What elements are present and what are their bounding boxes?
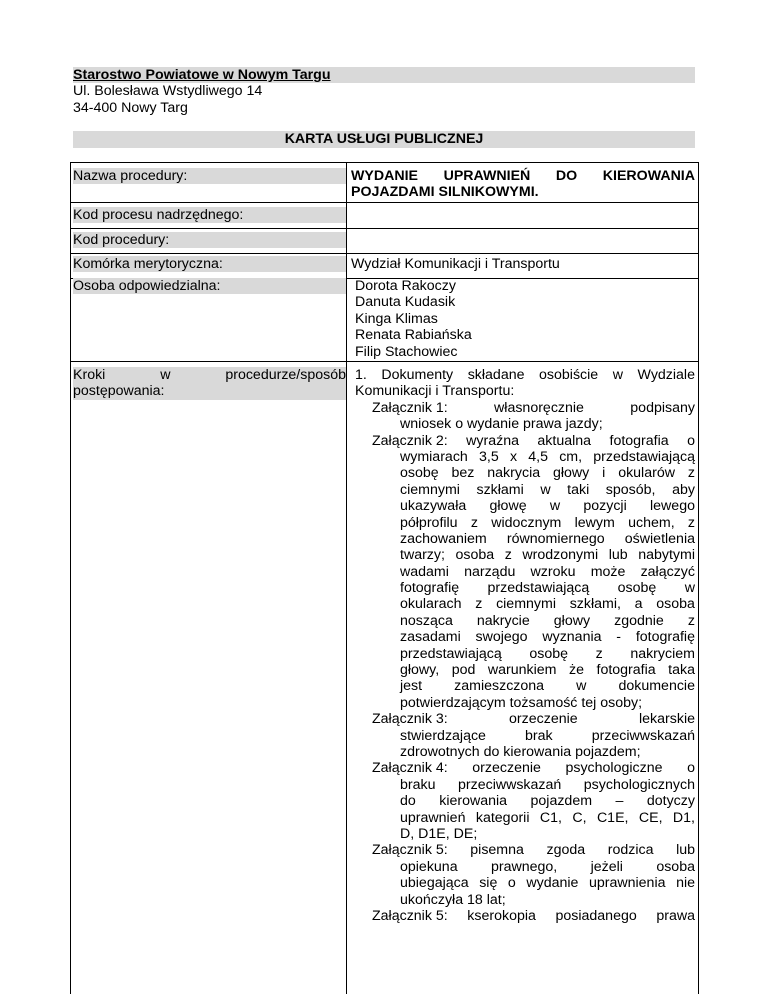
office-city: 34-400 Nowy Targ [73, 99, 188, 116]
step-line [355, 777, 695, 793]
step-word: wzroku [530, 563, 576, 580]
step-word: Załącznik 4: [372, 760, 448, 777]
step-word: nie [676, 875, 695, 892]
step-line [355, 482, 695, 498]
step-word: prawnego, [490, 858, 558, 875]
step-word: jeżeli [590, 858, 623, 875]
step-word: o [687, 432, 695, 449]
step-word: Załącznik 2: [372, 432, 448, 449]
step-word: załączyć [640, 563, 695, 580]
step-word: ukazywała [400, 498, 467, 515]
procedure-steps [355, 367, 695, 924]
step-word: C1, [539, 809, 562, 826]
step-word: z [504, 547, 512, 564]
step-word: szkłami, [569, 596, 621, 613]
step-word: osoba [656, 596, 695, 613]
step-word: z [470, 514, 478, 531]
step-word: wymiarach [400, 448, 468, 465]
step-word: Załącznik 5: [372, 842, 448, 859]
step-line: Komunikacji i Transportu: [355, 383, 515, 400]
document-title: KARTA USŁUGI PUBLICZNEJ [73, 131, 695, 148]
step-word: wydanie [526, 875, 579, 892]
step-word: równomiernego [506, 530, 605, 547]
step-word: lub [608, 547, 628, 564]
step-word: 3,5 [479, 448, 499, 465]
step-line [355, 678, 695, 694]
step-word: ciemnymi [400, 481, 460, 498]
step-word: kserokopia [467, 907, 536, 924]
step-word: nosząca [400, 612, 453, 629]
step-word: wadami [400, 563, 449, 580]
step-word: głowę [489, 498, 527, 515]
responsible-person-label: Osoba odpowiedzialna: [73, 278, 346, 294]
step-line [355, 859, 695, 875]
step-line [355, 465, 695, 481]
step-word: lekarskie [639, 711, 695, 728]
person-name: Renata Rabiańska [355, 327, 472, 344]
row-divider [70, 228, 699, 229]
step-word: 4,5 [528, 448, 548, 465]
step-word: widocznym [491, 514, 562, 531]
step-word: lewym [574, 514, 615, 531]
step-word: wrodzonymi [522, 547, 599, 564]
procedure-steps-label-word: Kroki [73, 367, 106, 383]
step-word: kategorii [475, 809, 530, 826]
step-word: sposób, [605, 481, 656, 498]
step-word: oświetlenia [624, 530, 695, 547]
step-word: osoba [455, 547, 495, 564]
step-word: składane [467, 367, 525, 383]
step-word: nakrycia [487, 465, 541, 482]
step-line: wniosek o wydanie prawa jazdy; [400, 416, 603, 433]
procedure-name-line2: POJAZDAMI SILNIKOWYMI. [351, 184, 539, 201]
procedure-name-word: DO [555, 168, 578, 184]
step-word: lewego [650, 498, 695, 515]
step-word: osoba [656, 858, 695, 875]
step-line: ukończyła 18 lat; [400, 891, 506, 908]
step-word: o [687, 760, 695, 777]
step-line [355, 613, 695, 629]
procedure-steps-label-word: procedurze/sposób [225, 367, 346, 383]
step-word: uprawnienia [588, 875, 666, 892]
office-header [73, 67, 695, 116]
step-word: podpisany [630, 399, 695, 416]
step-word: D1, [672, 809, 695, 826]
step-word: z [687, 612, 695, 629]
step-line [355, 498, 695, 514]
step-line [355, 400, 695, 416]
step-word: 1. [355, 367, 367, 383]
step-word: półprofilu [400, 514, 458, 531]
person-name: Dorota Rakoczy [355, 278, 456, 294]
responsible-persons-list [355, 278, 699, 360]
step-line [355, 842, 695, 858]
step-line [355, 646, 695, 662]
step-word: szkłami [476, 481, 524, 498]
step-word: taka [668, 662, 695, 679]
step-word: opiekuna [400, 858, 458, 875]
step-word: uchem, [628, 514, 675, 531]
step-word: fotografia [596, 662, 656, 679]
step-line [355, 662, 695, 678]
step-word: brak [525, 727, 553, 744]
row-divider [70, 253, 699, 254]
step-word: CE, [638, 809, 663, 826]
department-value: Wydział Komunikacji i Transportu [351, 256, 560, 272]
step-word: w [540, 481, 551, 498]
step-word: osobę [400, 465, 439, 482]
step-word: przeciwwskazań [591, 727, 695, 744]
step-line [355, 728, 695, 744]
step-word: Załącznik 5: [372, 907, 448, 924]
step-word: głowy [553, 465, 590, 482]
row-divider [70, 361, 699, 362]
step-word: o [507, 875, 516, 892]
department-label: Komórka merytoryczna: [73, 256, 346, 272]
parent-process-code-label: Kod procesu nadrzędnego: [73, 207, 346, 223]
step-word: kierowania [439, 793, 508, 810]
step-word: pisemna [470, 842, 524, 859]
step-word: w [684, 580, 695, 597]
person-name: Filip Stachowiec [355, 343, 458, 360]
step-word: - [616, 629, 622, 646]
procedure-name-value [351, 168, 695, 201]
step-word: C, [572, 809, 587, 826]
step-word: jest [400, 678, 423, 695]
step-line: zdrowotnych do kierowania pojazdem; [400, 743, 641, 760]
step-word: może [590, 563, 626, 580]
step-word: okularach [400, 596, 462, 613]
step-word: z [687, 514, 695, 531]
table-column-divider [346, 162, 347, 994]
step-word: pozycji [583, 498, 627, 515]
step-word: ciemnymi [496, 596, 556, 613]
step-line [355, 711, 695, 727]
step-word: lub [676, 842, 695, 859]
step-word: swojego [475, 629, 528, 646]
step-word: przedstawiającą [487, 580, 590, 597]
step-word: osobę [617, 580, 657, 597]
step-line [355, 547, 695, 563]
step-word: wyznania [542, 629, 602, 646]
step-word: narządu [464, 563, 516, 580]
step-word: C1E, [596, 809, 629, 826]
procedure-name-word: UPRAWNIEŃ [443, 168, 531, 184]
step-word: zgodnie [614, 612, 664, 629]
step-word: bez [451, 465, 475, 482]
step-word: wyraźna [466, 432, 519, 449]
step-word: nabytymi [638, 547, 695, 564]
step-line [355, 596, 695, 612]
step-word: dokumencie [618, 678, 695, 695]
step-word: fotografia [609, 432, 669, 449]
step-word: Załącznik 3: [372, 711, 448, 728]
step-word: że [569, 662, 584, 679]
step-word: x [509, 448, 518, 465]
step-word: braku [400, 776, 436, 793]
step-line [355, 908, 695, 924]
step-word: osobę [529, 645, 568, 662]
step-word: własnoręcznie [494, 399, 584, 416]
step-word: się [479, 875, 498, 892]
step-word: w [612, 367, 623, 383]
step-word: nakrycie [476, 612, 530, 629]
step-word: Wydziale [637, 367, 695, 383]
office-street: Ul. Bolesława Wstydliwego 14 [73, 83, 263, 100]
step-line [355, 875, 695, 891]
step-line [355, 793, 695, 809]
step-word: okularów [618, 465, 675, 482]
step-word: warunkiem [487, 662, 557, 679]
step-word: uprawnień [400, 809, 466, 826]
step-word: – [615, 793, 624, 810]
step-word: z [475, 596, 483, 613]
step-line: D, D1E, DE; [400, 825, 478, 842]
step-word: do [400, 793, 416, 810]
step-word: aktualna [537, 432, 592, 449]
step-word: głowy, [400, 662, 440, 679]
step-word: posiadanego [555, 907, 637, 924]
step-line: potwierdzającym tożsamość tej osoby; [400, 694, 643, 711]
step-word: osobiście [539, 367, 599, 383]
step-word: a [634, 596, 643, 613]
step-line [355, 433, 695, 449]
step-line [355, 564, 695, 580]
step-word: z [687, 465, 695, 482]
procedure-name-label: Nazwa procedury: [73, 168, 346, 184]
step-word: rodzica [607, 842, 654, 859]
step-line [355, 760, 695, 776]
step-word: zamieszczona [454, 678, 545, 695]
step-word: z [595, 645, 603, 662]
procedure-name-word: KIEROWANIA [602, 168, 695, 184]
step-line [355, 531, 695, 547]
step-word: zgoda [546, 842, 586, 859]
step-line [355, 515, 695, 531]
procedure-steps-label [73, 367, 346, 400]
step-line [355, 810, 695, 826]
step-word: cm, [559, 448, 583, 465]
step-word: przedstawiającą [593, 448, 695, 465]
step-word: zasadami [400, 629, 461, 646]
step-line [355, 367, 695, 383]
step-word: orzeczenie [509, 711, 578, 728]
office-name: Starostwo Powiatowe w Nowym Targu [73, 67, 695, 83]
step-word: psychologiczne [565, 760, 663, 777]
step-word: dotyczy [646, 793, 695, 810]
step-word: przeciwwskazań [458, 776, 562, 793]
person-name: Danuta Kudasik [355, 294, 456, 311]
step-word: głowy [553, 612, 591, 629]
step-line [355, 580, 695, 596]
procedure-steps-label-line2: postępowania: [73, 383, 346, 399]
step-word: twarzy; [400, 547, 445, 564]
row-divider [70, 202, 699, 203]
procedure-code-label: Kod procedury: [73, 232, 346, 248]
person-name: Kinga Klimas [355, 310, 438, 327]
step-word: przedstawiającą [400, 645, 502, 662]
step-word: w [549, 498, 561, 515]
step-word: w [576, 678, 587, 695]
step-word: zachowaniem [400, 530, 487, 547]
step-word: pod [451, 662, 476, 679]
step-word: stwierdzające [400, 727, 486, 744]
step-word: Załącznik 1: [372, 399, 448, 416]
step-word: psychologicznych [583, 776, 695, 793]
step-word: aby [672, 481, 695, 498]
step-word: Dokumenty [381, 367, 454, 383]
step-word: orzeczenie [472, 760, 541, 777]
step-line [355, 449, 695, 465]
step-word: prawa [656, 907, 695, 924]
step-word: fotografię [400, 580, 460, 597]
step-word: taki [567, 481, 590, 498]
step-line [355, 629, 695, 645]
procedure-name-word: WYDANIE [351, 168, 418, 184]
procedure-steps-label-word: w [160, 367, 171, 383]
step-word: ubiegająca [400, 875, 469, 892]
step-word: fotografię [635, 629, 695, 646]
step-word: pojazdem [530, 793, 593, 810]
step-word: i [602, 465, 606, 482]
step-word: nakryciem [630, 645, 695, 662]
